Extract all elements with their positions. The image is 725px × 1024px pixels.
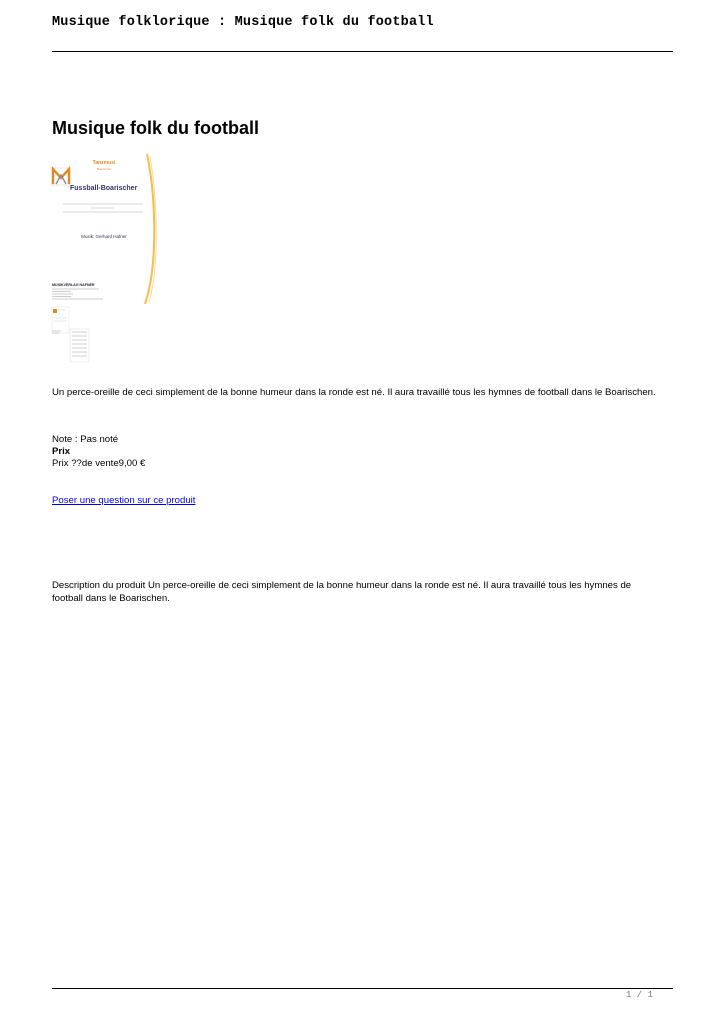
publisher-logo-icon <box>52 168 70 185</box>
product-description: Description du produit Un perce-oreille de ceci simplement de la bonne humeur dans la ronde est né. Il aura travaillé tous les hymnes de football dans le Boarischen. <box>52 580 632 604</box>
ask-question-link[interactable]: Poser une question sur ce produit <box>52 495 196 506</box>
page-number: 1 / 1 <box>626 990 654 1000</box>
product-intro: Un perce-oreille de ceci simplement de la bonne humeur dans la ronde est né. Il aura travaillé tous les hymnes de football dans le Boarischen. <box>52 387 656 398</box>
back-page-thumbnail <box>52 307 69 333</box>
cover-subtitle-text: Boarischer <box>96 167 112 171</box>
page-title: Musique folk du football <box>52 118 259 138</box>
cover-series-text: Tanzmusi <box>92 160 116 166</box>
product-price: Prix ??de vente9,00 € <box>52 458 146 469</box>
header-divider <box>52 51 673 52</box>
cover-publisher-text: MUSIKVERLAG HAFNER <box>52 283 95 287</box>
cover-composer-text: Musik: Gerhard Hafner <box>81 234 127 239</box>
footer-divider <box>52 988 673 989</box>
product-rating: Note : Pas noté <box>52 434 119 445</box>
product-image <box>51 152 157 367</box>
cover-piece-title: Fussball-Boarischer <box>70 185 138 192</box>
document-header-title: Musique folklorique : Musique folk du football <box>52 15 434 30</box>
price-heading: Prix <box>52 446 71 457</box>
